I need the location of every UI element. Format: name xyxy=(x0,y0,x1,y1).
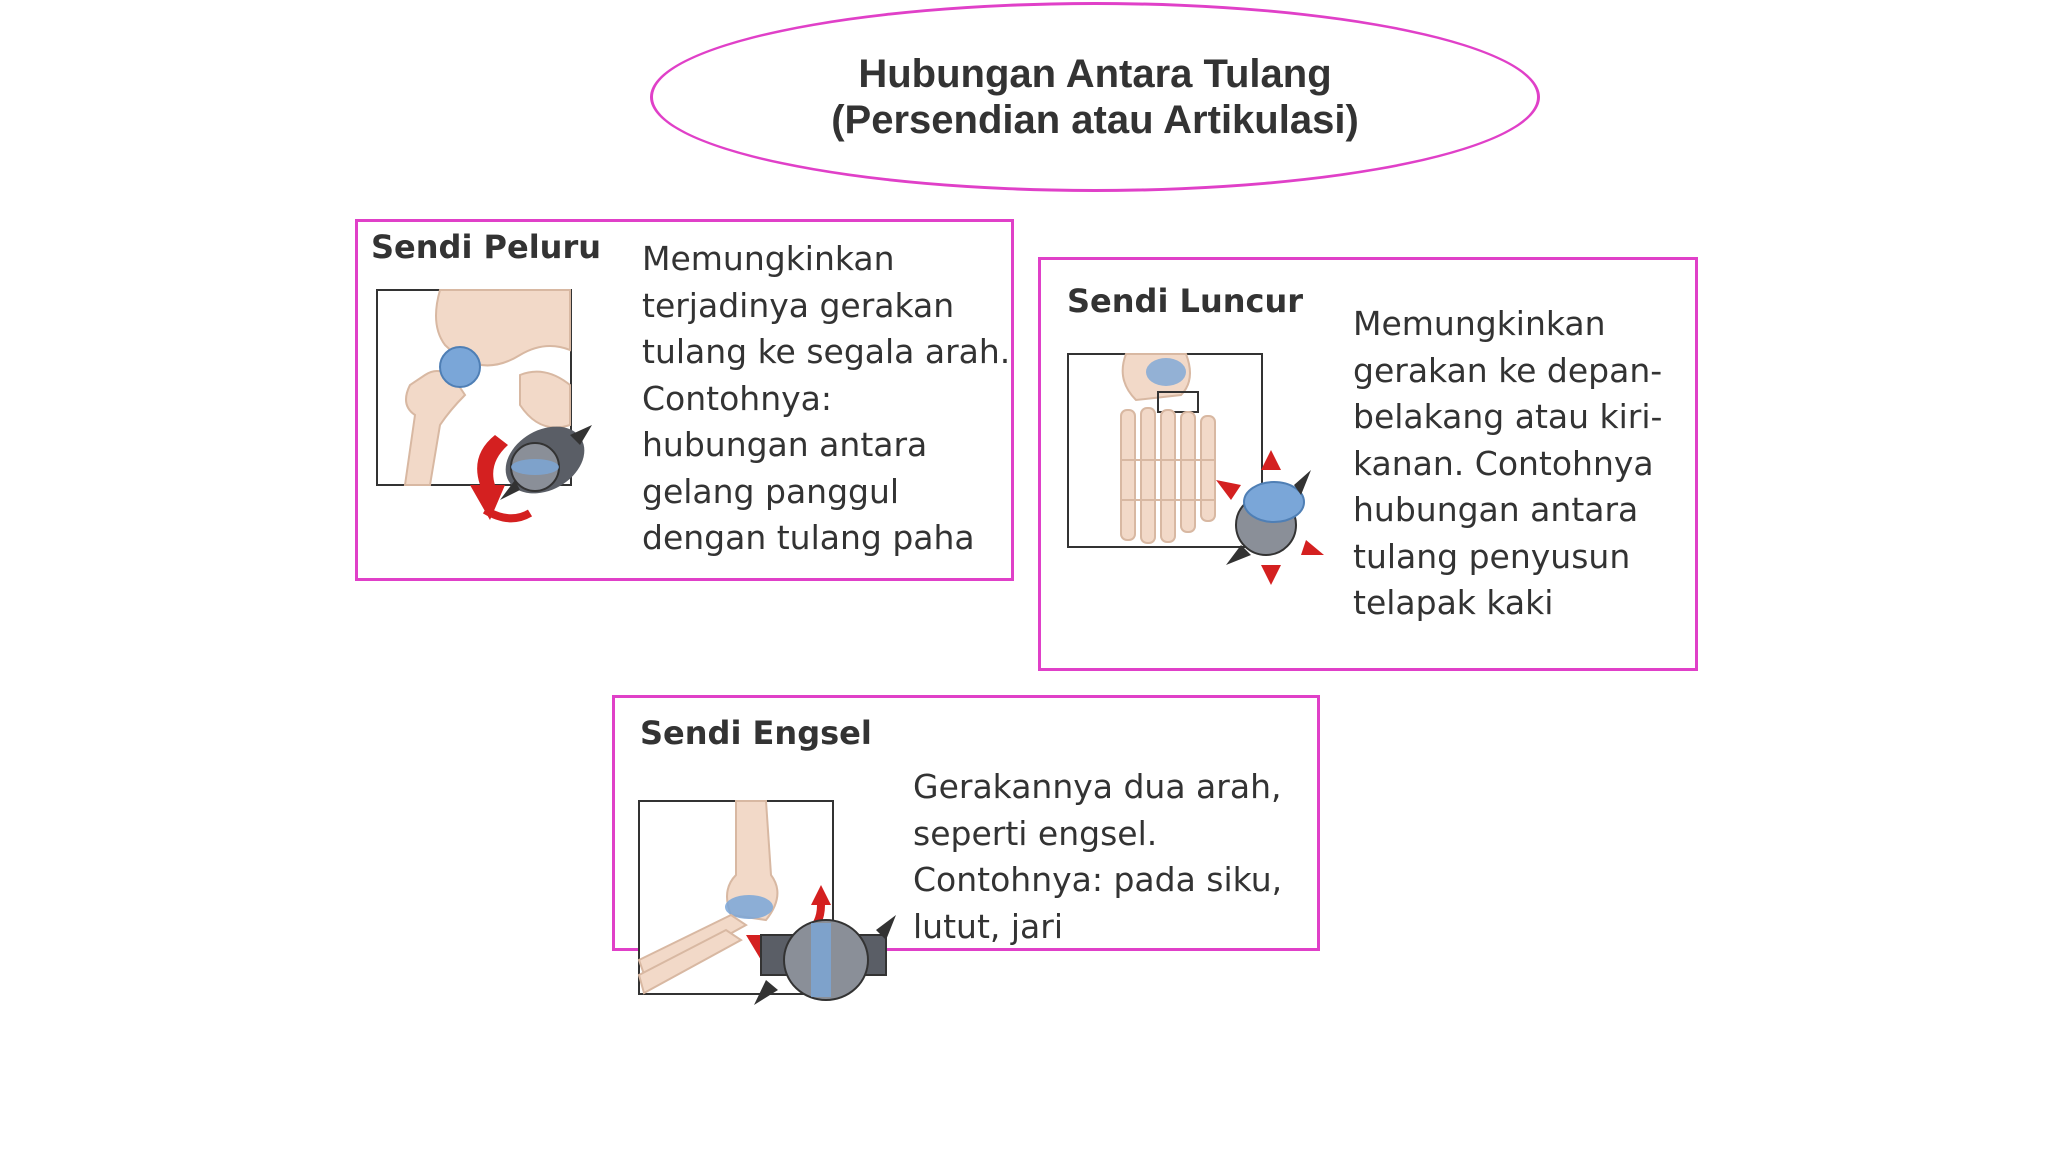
luncur-line: Memungkinkan xyxy=(1353,304,1606,343)
sendi-luncur-description xyxy=(1353,301,1662,627)
engsel-line: lutut, jari xyxy=(913,906,1063,946)
ball-and-socket-hip-joint-icon xyxy=(370,285,600,535)
title-line-1: Hubungan Antara Tulang xyxy=(858,52,1332,96)
luncur-line: telapak kaki xyxy=(1353,583,1554,622)
engsel-line: Contohnya: pada siku, xyxy=(913,860,1283,899)
peluru-line: Contohnya: xyxy=(642,378,832,418)
peluru-line: terjadinya gerakan xyxy=(642,285,955,325)
title-ellipse xyxy=(650,2,1540,192)
peluru-line: dengan tulang paha xyxy=(642,518,975,557)
peluru-line: gelang panggul xyxy=(642,471,900,511)
luncur-line: gerakan ke depan- xyxy=(1353,350,1663,390)
engsel-line: seperti engsel. xyxy=(913,813,1158,853)
hinge-elbow-joint-icon xyxy=(636,795,906,1020)
engsel-line: Gerakannya dua arah, xyxy=(913,767,1282,806)
sendi-engsel-description xyxy=(913,764,1282,950)
sendi-luncur-title: Sendi Luncur xyxy=(1067,282,1304,320)
peluru-line: hubungan antara xyxy=(642,425,928,464)
peluru-line: tulang ke segala arah. xyxy=(642,332,1011,371)
luncur-line: tulang penyusun xyxy=(1353,536,1631,576)
luncur-line: hubungan antara xyxy=(1353,490,1639,529)
sendi-peluru-description xyxy=(642,236,1010,562)
sendi-engsel-title: Sendi Engsel xyxy=(640,714,872,752)
title-line-2: (Persendian atau Artikulasi) xyxy=(831,98,1359,142)
peluru-line: Memungkinkan xyxy=(642,239,895,278)
luncur-line: belakang atau kiri- xyxy=(1353,397,1663,436)
sendi-peluru-title: Sendi Peluru xyxy=(371,228,602,266)
luncur-line: kanan. Contohnya xyxy=(1353,443,1654,483)
gliding-foot-joint-icon xyxy=(1066,350,1326,590)
